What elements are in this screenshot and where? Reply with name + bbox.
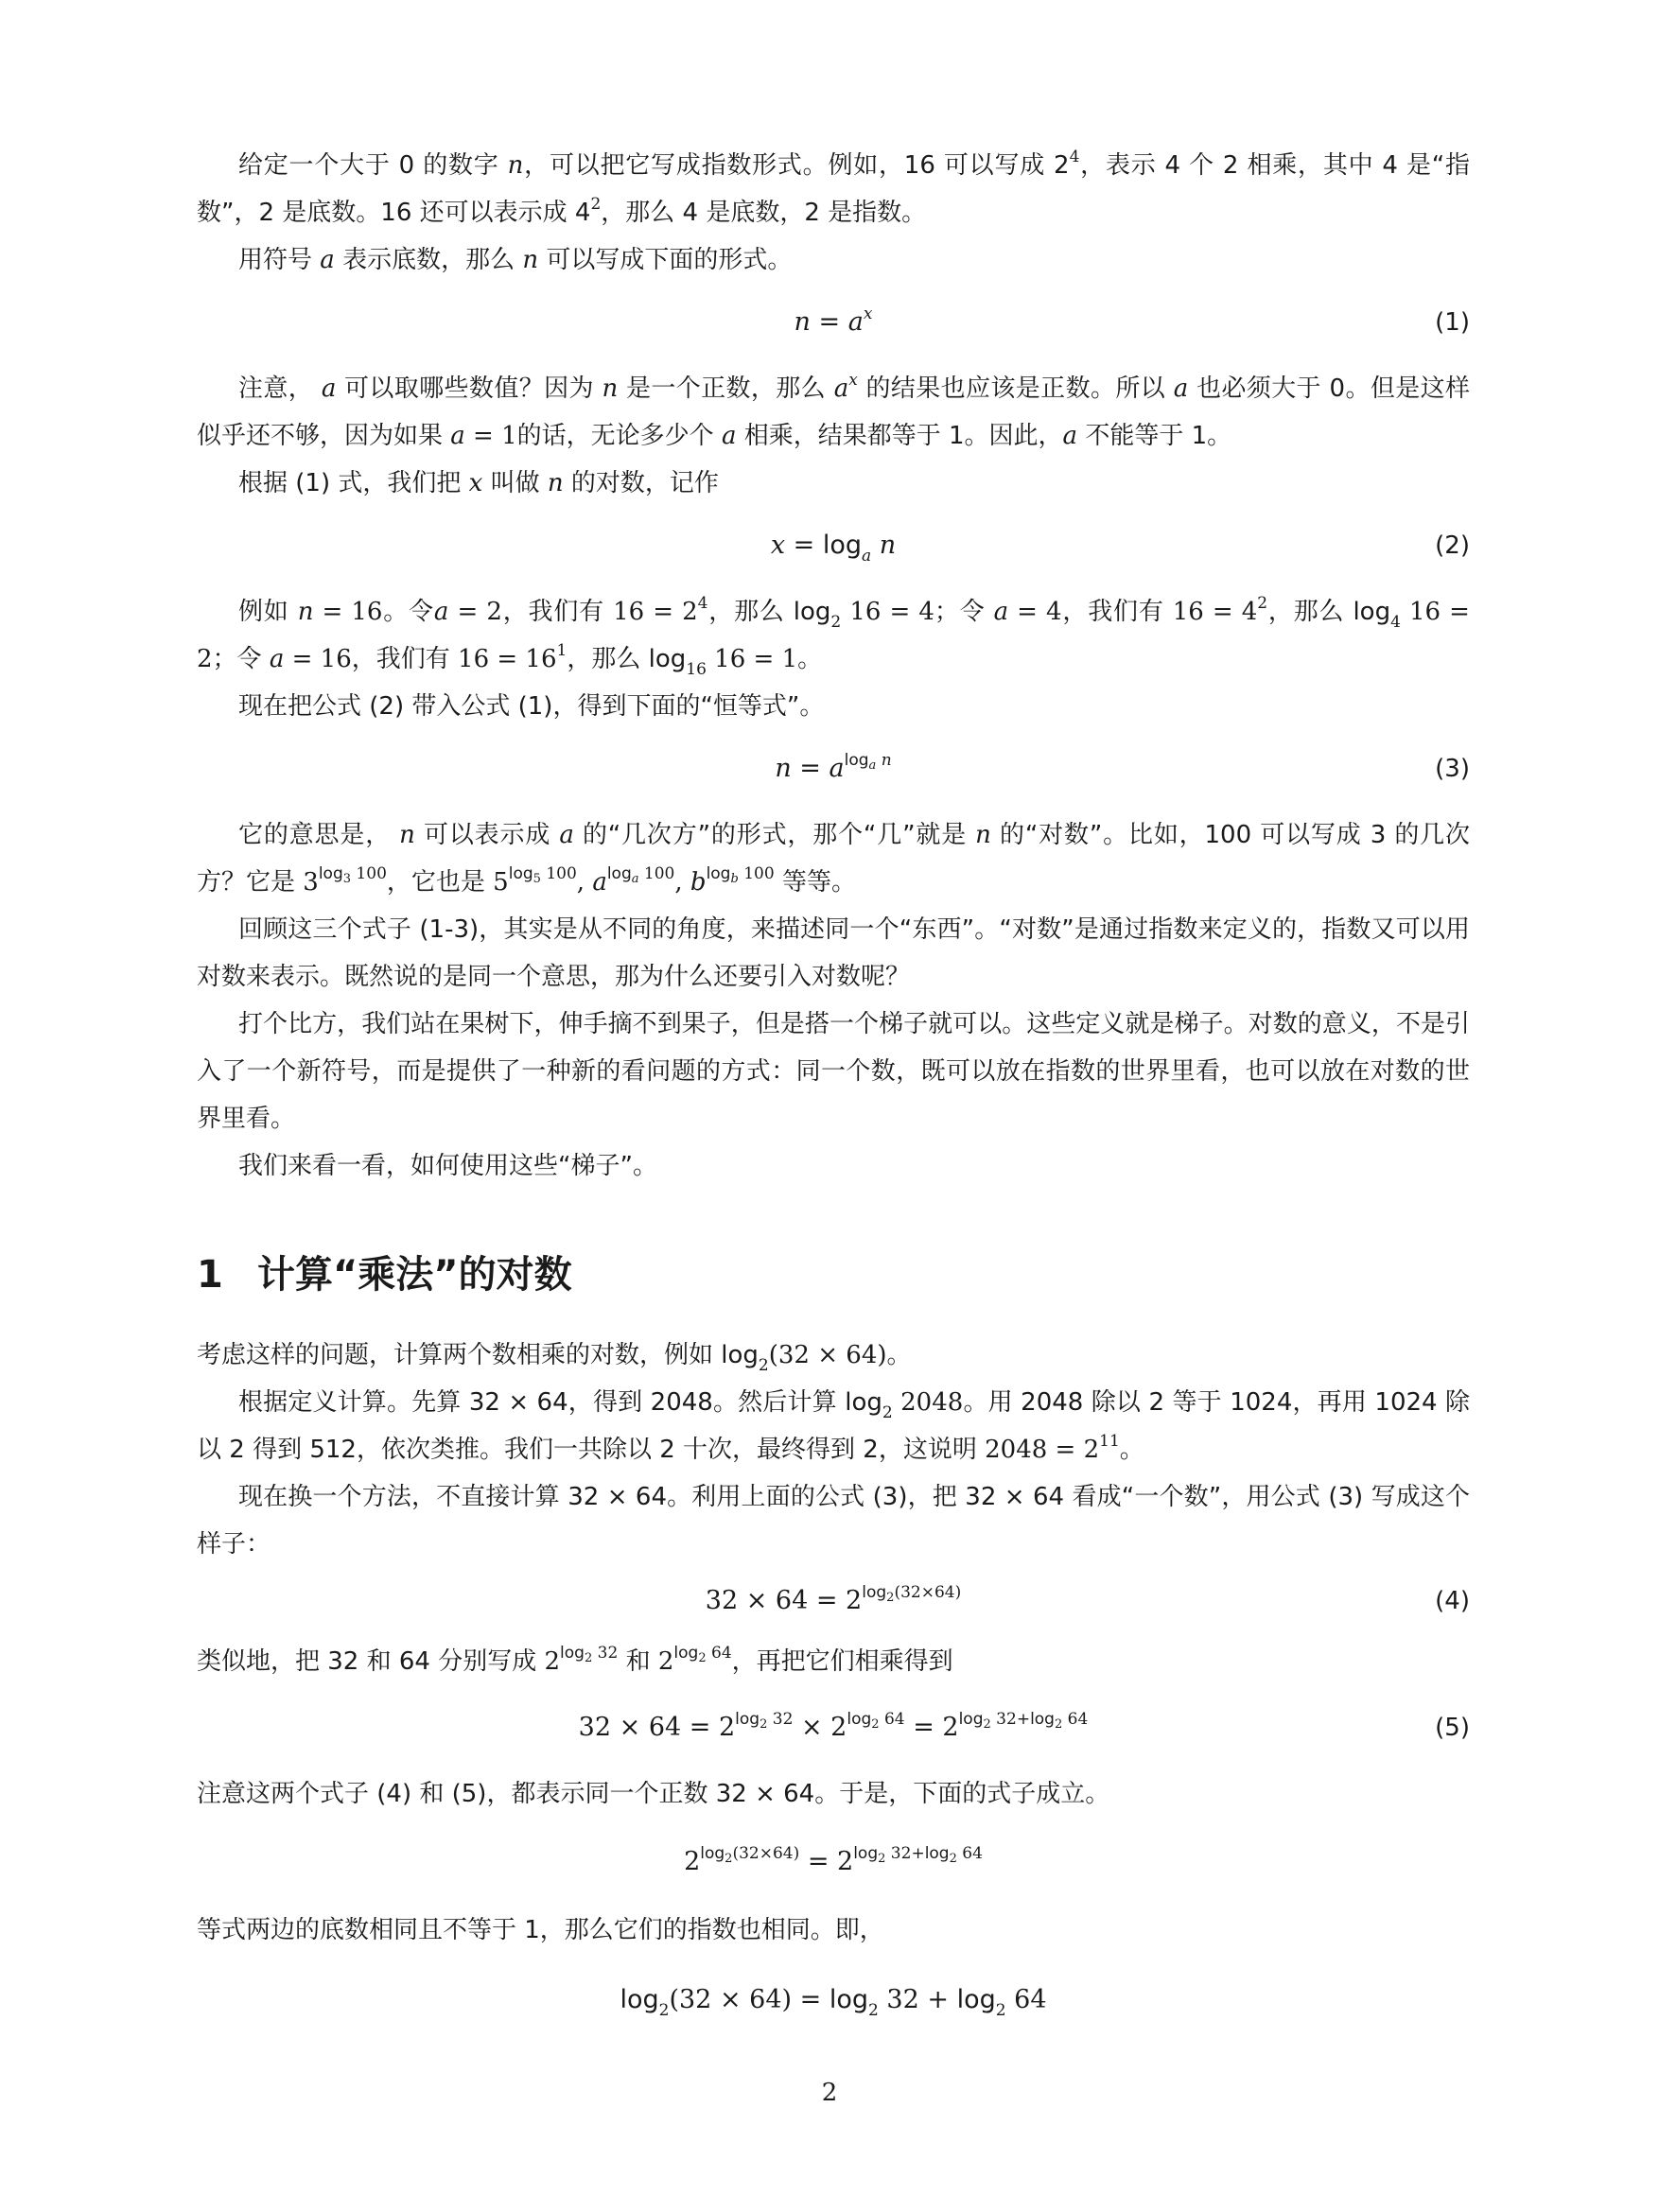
equation-exponent-equality: $2^{log_2(32\times 64)} = 2^{log_2 32+log_2 64}$	[684, 1844, 983, 1876]
paragraph-intro: 给定一个大于 0 的数字 n，可以把它写成指数形式。例如，16 可以写成 $2^4$，表示 4 个 2 相乘，其中 4 是“指数”，2 是底数。16 还可以表示成 $4^2$，那么 4 是底数，2 是指数。	[197, 148, 1471, 227]
paragraph-analogy: 打个比方，我们站在果树下，伸手摘不到果子，但是搭一个梯子就可以。这些定义就是梯子。对数的意义，不是引入了一个新符号，而是提供了一种新的看问题的方式：同一个数，既可以放在指数的世界里看，也可以放在对数的世界里看。	[197, 1010, 1470, 1133]
paragraph-similarly: 类似地，把 32 和 64 分别写成 $2^{log_2 32}$ 和 $2^{log_2 64}$，再把它们相乘得到	[197, 1644, 953, 1676]
equation-number: (1)	[1435, 308, 1470, 337]
equation-3: $n = a^{log_a n}$ (3)	[197, 736, 1470, 802]
paragraph-alternative: 现在换一个方法，不直接计算 32 × 64。利用上面的公式 (3)，把 32 × 64 看成“一个数”，用公式 (3) 写成这个样子：	[197, 1483, 1470, 1559]
equation-5: $32 \times 64 = 2^{log_2 32} \times 2^{log_2 64} = 2^{log_2 32+log_2 64}$ (5)	[197, 1695, 1470, 1761]
paragraph-direct-calc: 根据定义计算。先算 32 × 64，得到 2048。然后计算 $\log_2 2048$。用 2048 除以 2 等于 1024，再用 1024 除以 2 得到 512，依次类推。我们一共除以 2 十次，最终得到 2，这说明 $2048 = 2^{11}$。	[197, 1388, 1470, 1464]
section-title: 计算“乘法”的对数	[257, 1253, 572, 1297]
paragraph-symbol: 用符号 a 表示底数，那么 n 可以写成下面的形式。	[238, 246, 793, 274]
paragraph-same-number: 注意这两个式子 (4) 和 (5)，都表示同一个正数 32 × 64。于是，下面的式子成立。	[197, 1780, 1110, 1808]
paragraph-transition: 我们来看一看，如何使用这些“梯子”。	[238, 1152, 657, 1180]
equation-4: $32 \times 64 = 2^{log_2(32\times 64)}$ (4)	[197, 1568, 1470, 1634]
equation-2: $x = \log_a n$ (2)	[197, 513, 1470, 579]
paragraph-substitute: 现在把公式 (2) 带入公式 (1)，得到下面的“恒等式”。	[238, 692, 825, 721]
section-number: 1	[197, 1253, 223, 1297]
paragraph-meaning: 它的意思是， n 可以表示成 a 的“几次方”的形式，那个“几”就是 n 的“对数”。比如，100 可以写成 3 的几次方？它是 $3^{log_3 100}$，它也是 $5^{log_5 100}$, $a^{log_a 100}$, $b^{log_b 100}$ 等等。	[197, 821, 1471, 897]
section-heading	[197, 1246, 1470, 1303]
equation-number: (3)	[1435, 755, 1470, 783]
paragraph-definition: 根据 (1) 式，我们把 x 叫做 n 的对数，记作	[238, 469, 719, 497]
page-body	[197, 142, 1470, 2033]
equation-product-rule: $\log_2(32 \times 64) = \log_2 32 + \log_2 64$	[620, 1985, 1047, 2020]
equation-number: (4)	[1435, 1587, 1470, 1615]
paragraph-problem: 考虑这样的问题，计算两个数相乘的对数，例如 $\log_2(32 \times 64)$。	[197, 1341, 912, 1375]
paragraph-review: 回顾这三个式子 (1-3)，其实是从不同的角度，来描述同一个“东西”。“对数”是通过指数来定义的，指数又可以用对数来表示。既然说的是同一个意思，那为什么还要引入对数呢？	[197, 915, 1470, 991]
equation-1: $n = a^x$ (1)	[197, 289, 1470, 356]
paragraph-conclusion: 等式两边的底数相同且不等于 1，那么它们的指数也相同。即，	[197, 1916, 884, 1944]
equation-number: (2)	[1435, 531, 1470, 560]
paragraph-examples: 例如 n = 16。令a = 2，我们有 $16 = 2^4$，那么 $\log_2 16 = 4$；令 a = 4，我们有 $16 = 4^2$，那么 $\log_4 16 = 2$；令 a = 16，我们有 $16 = 16^1$，那么 $\log_{16} 16 = 1$。	[197, 594, 1470, 679]
equation-number: (5)	[1435, 1714, 1470, 1742]
paragraph-constraints: 注意， a 可以取哪些数值？因为 n 是一个正数，那么 $a^x$ 的结果也应该是正数。所以 a 也必须大于 0。但是这样似乎还不够，因为如果 a = 1的话，无论多少个 a 相乘，结果都等于 1。因此，a 不能等于 1。	[197, 371, 1471, 450]
page-number: 2	[821, 2079, 838, 2107]
